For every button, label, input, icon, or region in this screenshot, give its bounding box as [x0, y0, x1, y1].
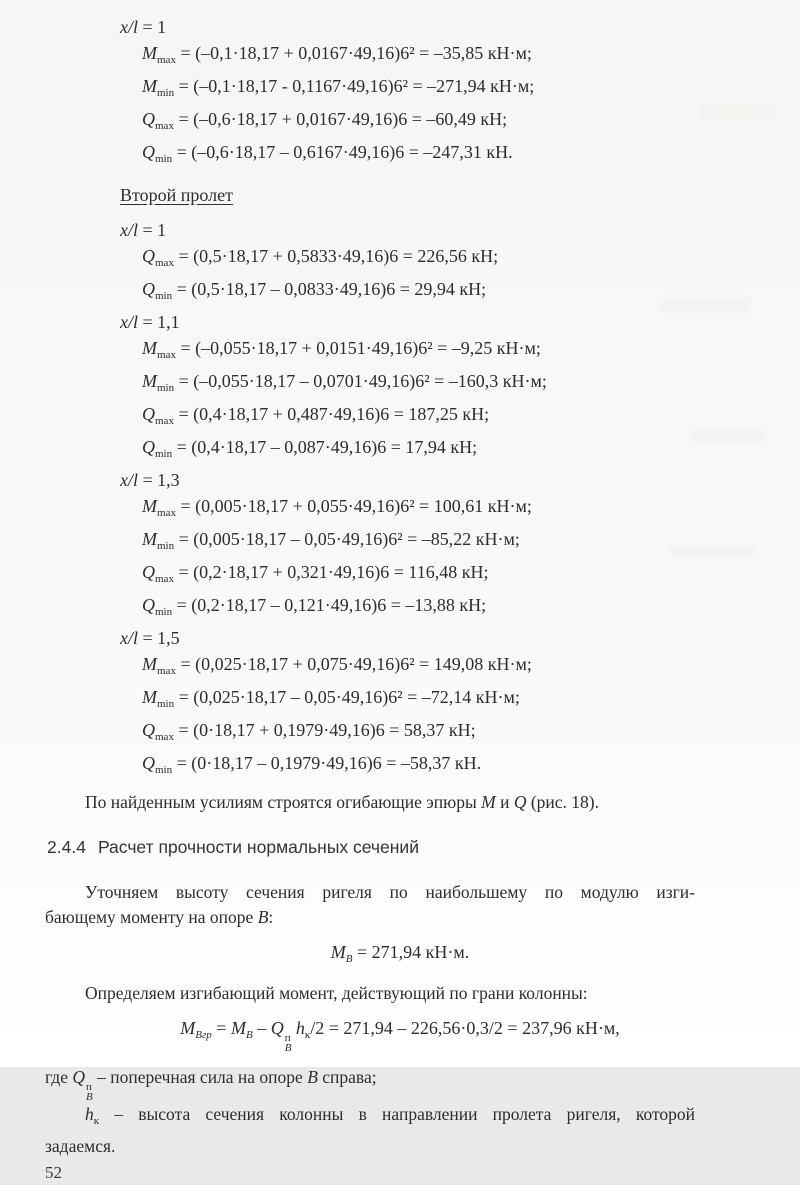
- scan-artifact: [700, 105, 770, 119]
- ratio-label: x/l = 1,3: [120, 470, 180, 490]
- ratio-label: x/l = 1: [120, 17, 167, 37]
- paragraph: Определяем изгибающий момент, действующий по грани колонны:: [85, 983, 588, 1003]
- centered-formula: $M_{Вгр} = M_В - Q$ п В $h_к/2 = 271,94 - 226,56\cdot 0,3/2 = 237,96$ кН·м,: [180, 1018, 620, 1054]
- ratio-label: x/l = 1: [120, 220, 167, 240]
- paragraph: По найденным усилиям строятся огибающие эпюры M и Q (рис. 18).: [85, 792, 599, 812]
- formula-line: $Q_{min} = (0,4\cdot 18,17 - 0,087\cdot 49,16)6 = 17,94$ кН;: [142, 437, 478, 460]
- formula-line: $M_{min} = (-0,1\cdot 18,17 - 0,1167\cdot 49,16)6^2 = -271,94$ кН·м;: [142, 76, 535, 99]
- formula-line: $Q_{max} = (0,5\cdot 18,17 + 0,5833\cdot 49,16)6 = 226,56$ кН;: [142, 246, 499, 269]
- formula-line: $M_{min} = (0,005\cdot 18,17 - 0,05\cdot 49,16)6^2 = -85,22$ кН·м;: [142, 529, 520, 552]
- page-number: 52: [45, 1163, 62, 1182]
- formula-line: $Q_{max} = (0,2\cdot 18,17 + 0,321\cdot 49,16)6 = 116,48$ кН;: [142, 562, 489, 585]
- formula-line: $M_{min} = (0,025\cdot 18,17 - 0,05\cdot 49,16)6^2 = -72,14$ кН·м;: [142, 687, 520, 710]
- paragraph: бающему моменту на опоре В:: [45, 907, 274, 927]
- doc-flow: [45, 14, 695, 1159]
- paragraph: $h_к$ – высота сечения колонны в направлении пролета ригеля, которой: [85, 1104, 695, 1127]
- formula-line: $M_{max} = (-0,055\cdot 18,17 + 0,0151\cdot 49,16)6^2 = -9,25$ кН·м;: [142, 338, 541, 361]
- formula-line: $Q_{max} = (0,4\cdot 18,17 + 0,487\cdot 49,16)6 = 187,25$ кН;: [142, 404, 490, 427]
- ratio-label: x/l = 1,1: [120, 312, 180, 332]
- formula-line: $Q_{max} = (0\cdot 18,17 + 0,1979\cdot 49,16)6 = 58,37$ кН;: [142, 720, 476, 743]
- ratio-label: x/l = 1,5: [120, 628, 180, 648]
- formula-line: $Q_{min} = (0,5\cdot 18,17 - 0,0833\cdot 49,16)6 = 29,94$ кН;: [142, 279, 487, 302]
- formula-line: $M_{max} = (0,025\cdot 18,17 + 0,075\cdot 49,16)6^2 = 149,08$ кН·м;: [142, 654, 532, 677]
- paragraph: где Q п В – поперечная сила на опоре В справа;: [45, 1067, 377, 1103]
- sup-sub-stack: п В: [284, 1032, 292, 1054]
- formula-line: $Q_{min} = (0,2\cdot 18,17 - 0,121\cdot 49,16)6 = -13,88$ кН;: [142, 595, 487, 618]
- sup-sub-stack: п В: [86, 1081, 93, 1103]
- formula-line: $Q_{min} = (-0,6\cdot 18,17 - 0,6167\cdot 49,16)6 = -247,31$ кН.: [142, 142, 513, 165]
- formula-line: $Q_{min} = (0\cdot 18,17 - 0,1979\cdot 49,16)6 = -58,37$ кН.: [142, 753, 482, 776]
- formula-line: $Q_{max} = (-0,6\cdot 18,17 + 0,0167\cdot 49,16)6 = -60,49$ кН;: [142, 109, 508, 132]
- centered-formula: $M_В = 271,94$ кН·м.: [330, 942, 470, 965]
- section-heading: 2.4.4 Расчет прочности нормальных сечений: [47, 837, 419, 857]
- paragraph: задаемся.: [45, 1136, 116, 1156]
- scan-artifact: [690, 430, 765, 442]
- formula-line: $M_{max} = (0,005\cdot 18,17 + 0,055\cdot 49,16)6^2 = 100,61$ кН·м;: [142, 496, 532, 519]
- formula-line: $M_{min} = (-0,055\cdot 18,17 - 0,0701\cdot 49,16)6^2 = -160,3$ кН·м;: [142, 371, 547, 394]
- span-heading: Второй пролет: [120, 185, 234, 205]
- formula-line: $M_{max} = (-0,1\cdot 18,17 + 0,0167\cdot 49,16)6^2 = -35,85$ кН·м;: [142, 43, 532, 66]
- paragraph: Уточняем высоту сечения ригеля по наибольшему по модулю изги-: [85, 882, 695, 902]
